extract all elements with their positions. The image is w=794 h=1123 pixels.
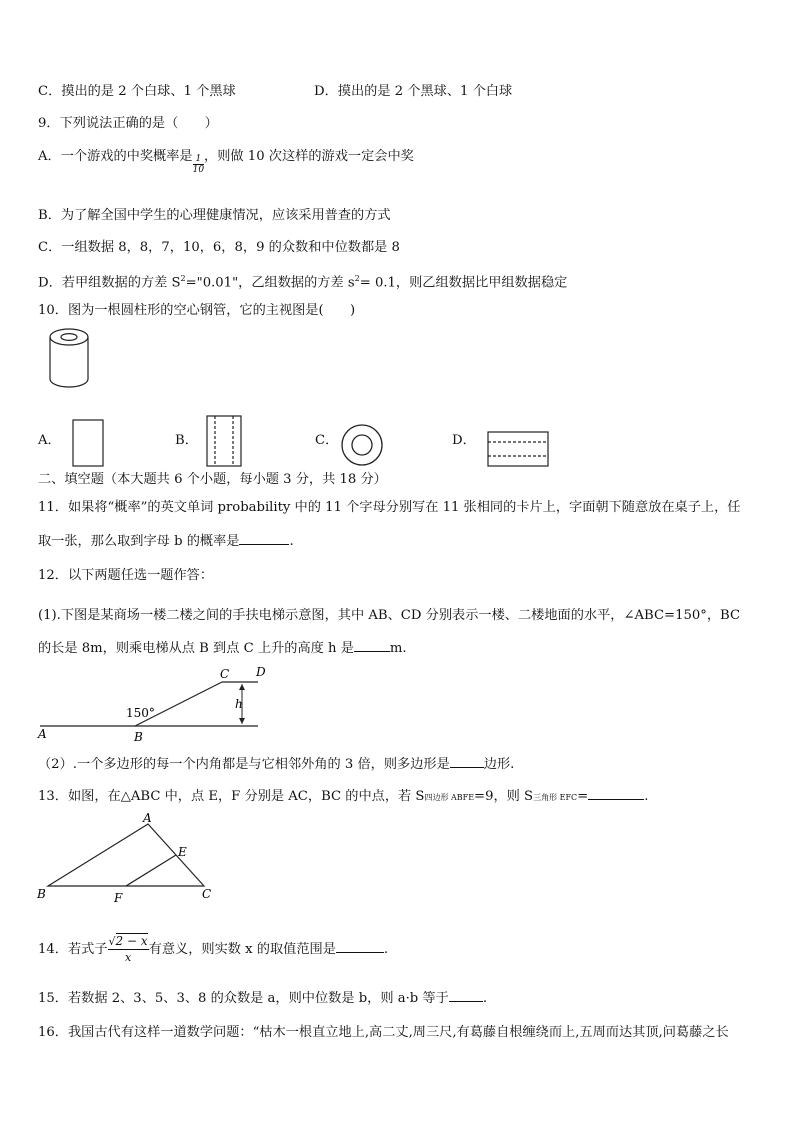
q9-option-a-pre: A．一个游戏的中奖概率是	[38, 149, 193, 164]
q13-text-b: =9，则 S	[474, 789, 534, 804]
superscript-2: 2	[354, 274, 360, 283]
sqrt-icon: √	[108, 935, 116, 948]
q12-part1-line1: (1).下图是某商场一楼二楼之间的手扶电梯示意图，其中 AB、CD 分别表示一楼、二楼地面的水平，∠ABC=150°，BC	[38, 608, 741, 623]
q14-denominator: x	[124, 951, 132, 964]
q12-part2	[38, 753, 514, 775]
q10-label-b: B．	[175, 433, 198, 448]
answer-blank	[336, 938, 384, 953]
q14-stem: 14．若式子 $\frac{√2 - x}{x}$有意义，则实数 x 的取值范围是 .	[38, 934, 389, 964]
triangle-abc-figure	[36, 812, 218, 904]
q10-stem: 10．图为一根圆柱形的空心钢管，它的主视图是( )	[38, 303, 356, 318]
label-e: E	[178, 845, 187, 859]
q14-radicand: 2 − x	[115, 934, 148, 948]
q9-d-part1: D．若甲组数据的方差 S	[38, 275, 181, 291]
fraction-numerator: 1	[193, 154, 204, 165]
q12-part2-text: （2）.一个多边形的每一个内角都是与它相邻外角的 3 倍，则多边形是	[38, 757, 450, 772]
escalator-figure	[36, 662, 266, 744]
q9-d-part3: = 0.1，则乙组数据比甲组数据稳定	[359, 275, 568, 291]
q16-line1: 16．我国古代有这样一道数学问题：“枯木一根直立地上,高二丈,周三尺,有葛藤自根缠绕而上,五周而达其顶,问葛藤之长	[38, 1025, 729, 1040]
superscript-2: 2	[180, 274, 186, 283]
q11-line2: 取一张，那么取到字母 b 的概率是 .	[38, 530, 294, 552]
q12-stem: 12．以下两题任选一题作答：	[38, 568, 214, 583]
option-c-ring-figure	[338, 421, 386, 469]
q14-numerator	[108, 934, 149, 950]
q9-option-c: C．一组数据 8，8，7，10，6，8，9 的众数和中位数都是 8	[38, 240, 400, 255]
q9-option-a	[38, 146, 414, 175]
q14-post: 有意义，则实数 x 的取值范围是	[148, 942, 336, 957]
q10-label-a: A．	[38, 433, 61, 448]
q13-stem: 13．如图，在△ABC 中，点 E，F 分别是 AC，BC 的中点，若 S四边形 ABFE=9，则 S三角形 EFC= .	[38, 785, 648, 808]
q11-line1: 11．如果将“概率”的英文单词 probability 中的 11 个字母分别写在 11 张相同的卡片上，字面朝下随意放在桌子上，任	[38, 500, 741, 515]
q15-text: 15．若数据 2、3、5、3、8 的众数是 a，则中位数是 b，则 a·b 等于	[38, 991, 449, 1006]
q12-part1-unit: m.	[389, 641, 407, 656]
fraction-denominator: 10	[192, 165, 205, 175]
q9-option-d	[38, 269, 567, 293]
q13-text-c: =	[577, 789, 589, 804]
answer-blank	[354, 637, 390, 652]
label-a: A	[143, 811, 152, 825]
q10-label-c: C．	[315, 433, 339, 448]
option-b-rectangle-dashed-vertical-figure	[202, 414, 246, 470]
q12-part1-line2-text: 的长是 8m，则乘电梯从点 B 到点 C 上升的高度 h 是	[38, 641, 354, 656]
label-d: D	[256, 665, 266, 679]
q12-part1-line2	[38, 637, 407, 659]
q15-post: .	[482, 991, 488, 1006]
answer-blank	[588, 785, 644, 800]
q8-option-c: C．摸出的是 2 个白球、1 个黑球	[38, 84, 236, 99]
q9-stem: 9．下列说法正确的是（ ）	[38, 116, 218, 131]
answer-blank	[450, 753, 484, 768]
q12-part2-suffix: 边形.	[483, 757, 515, 772]
q14-fraction	[108, 934, 149, 965]
option-a-rectangle-figure	[68, 418, 108, 468]
q8-option-d: D．摸出的是 2 个黑球、1 个白球	[314, 84, 513, 99]
label-b: B	[37, 887, 46, 901]
q15-stem	[38, 987, 487, 1009]
answer-blank	[449, 987, 483, 1002]
q10-label-d: D．	[452, 433, 476, 448]
option-d-rectangle-dashed-horizontal-figure	[483, 426, 553, 470]
q11-line2-text: 取一张，那么取到字母 b 的概率是	[38, 534, 240, 549]
q9-option-a-post: ，则做 10 次这样的游戏一定会中奖	[204, 149, 414, 164]
fraction-one-tenth	[193, 154, 204, 175]
label-b: B	[134, 730, 143, 744]
section-2-heading: 二、填空题（本大题共 6 个小题，每小题 3 分，共 18 分）	[38, 472, 387, 487]
label-h: h	[235, 697, 243, 711]
answer-blank	[239, 530, 289, 545]
label-c: C	[220, 667, 230, 681]
label-f: F	[114, 891, 123, 905]
q9-option-b: B．为了解全国中学生的心理健康情况，应该采用普查的方式	[38, 208, 391, 223]
label-c: C	[202, 887, 212, 901]
q9-d-part2: ="0.01"，乙组数据的方差 s	[185, 275, 355, 291]
label-angle-150: 150°	[126, 706, 155, 720]
q13-text-a: 13．如图，在△ABC 中，点 E，F 分别是 AC，BC 的中点，若 S	[38, 789, 425, 804]
q13-subscript-tri: 三角形 EFC	[533, 793, 578, 802]
label-a: A	[38, 727, 47, 741]
q14-pre: 14．若式子	[38, 942, 108, 957]
hollow-cylinder-figure	[44, 326, 94, 390]
q13-subscript-quad: 四边形 ABFE	[424, 793, 475, 802]
